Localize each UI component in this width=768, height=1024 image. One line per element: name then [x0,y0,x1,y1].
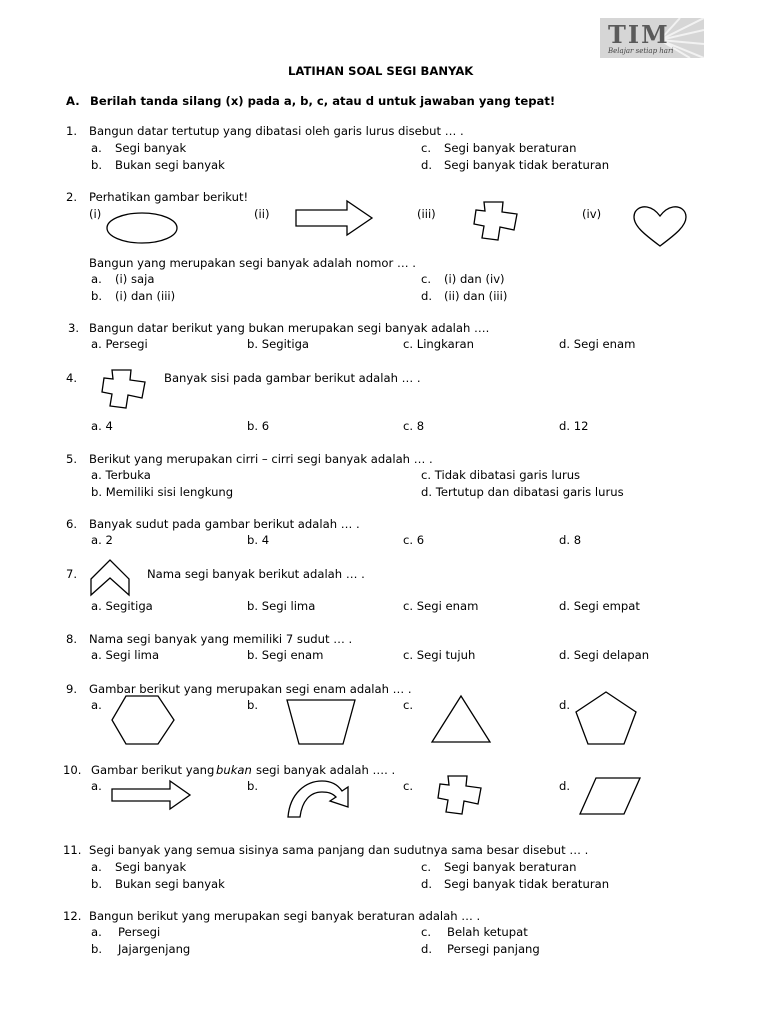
q7-option-a[interactable]: a. Segitiga [91,599,153,613]
q11-option-a-letter: a. [91,860,102,874]
q9-option-b[interactable]: b. [247,698,259,712]
q1-option-b[interactable]: Bukan segi banyak [115,158,225,172]
q12-option-c[interactable]: Belah ketupat [447,925,528,939]
q2-question: Bangun yang merupakan segi banyak adalah nomor … . [89,256,416,270]
cross-shape [470,196,526,246]
q5-option-b[interactable]: b. Memiliki sisi lengkung [91,485,234,499]
q12-option-a-letter: a. [91,925,102,939]
q9-option-d[interactable]: d. [559,698,571,712]
q12-option-a[interactable]: Persegi [118,925,161,939]
q4-option-a[interactable]: a. 4 [91,419,113,433]
q1-option-c[interactable]: Segi banyak beraturan [444,141,577,155]
q2-option-b-letter: b. [91,289,103,303]
q2-option-d[interactable]: (ii) dan (iii) [444,289,508,303]
q3-option-a[interactable]: a. Persegi [91,337,148,351]
q12-option-c-letter: c. [421,925,432,939]
q12-number: 12. [63,909,82,923]
q10-option-c[interactable]: c. [403,779,414,793]
q11-option-d[interactable]: Segi banyak tidak beraturan [444,877,610,891]
q8-number: 8. [66,632,78,646]
q2-option-a-letter: a. [91,272,102,286]
q10-text-emphasis: bukan [216,763,252,777]
triangle-shape [428,692,494,748]
q10-option-a[interactable]: a. [91,779,102,793]
q9-option-a[interactable]: a. [91,698,102,712]
q10-number: 10. [63,763,82,777]
q1-number: 1. [66,124,78,138]
q11-text: Segi banyak yang semua sisinya sama panjang dan sudutnya sama besar disebut … . [89,843,589,857]
q11-number: 11. [63,843,82,857]
q11-option-b[interactable]: Bukan segi banyak [115,877,225,891]
q11-option-c[interactable]: Segi banyak beraturan [444,860,577,874]
ellipse-shape [104,210,184,246]
arrow-shape [292,198,378,238]
q5-option-c[interactable]: c. Tidak dibatasi garis lurus [421,468,581,482]
q7-option-d[interactable]: d. Segi empat [559,599,640,613]
heart-shape [628,204,692,250]
q4-option-c[interactable]: c. 8 [403,419,425,433]
parallelogram-shape [578,774,644,820]
q8-option-d[interactable]: d. Segi delapan [559,648,650,662]
q12-option-d-letter: d. [421,942,433,956]
q8-option-b[interactable]: b. Segi enam [247,648,324,662]
q4-text: Banyak sisi pada gambar berikut adalah … . [164,371,421,385]
q10-text-end: segi banyak adalah …. . [256,763,396,777]
q1-option-b-letter: b. [91,158,103,172]
q5-text: Berikut yang merupakan cirri – cirri segi banyak adalah … . [89,452,433,466]
q3-option-d[interactable]: d. Segi enam [559,337,636,351]
publisher-logo [600,18,704,58]
q6-option-c[interactable]: c. 6 [403,533,425,547]
q1-option-a[interactable]: Segi banyak [115,141,187,155]
q5-option-d[interactable]: d. Tertutup dan dibatasi garis lurus [421,485,624,499]
q7-option-c[interactable]: c. Segi enam [403,599,479,613]
q10-option-d[interactable]: d. [559,779,571,793]
page-title: LATIHAN SOAL SEGI BANYAK [288,64,474,78]
q2-text: Perhatikan gambar berikut! [89,190,249,204]
q12-option-b[interactable]: Jajargenjang [118,942,191,956]
q11-option-b-letter: b. [91,877,103,891]
q1-option-d[interactable]: Segi banyak tidak beraturan [444,158,610,172]
q6-text: Banyak sudut pada gambar berikut adalah … . [89,517,360,531]
q6-option-a[interactable]: a. 2 [91,533,113,547]
q2-option-c[interactable]: (i) dan (iv) [444,272,505,286]
q4-option-b[interactable]: b. 6 [247,419,270,433]
q4-number: 4. [66,371,78,385]
q9-text: Gambar berikut yang merupakan segi enam adalah … . [89,682,412,696]
q6-option-b[interactable]: b. 4 [247,533,270,547]
q6-option-d[interactable]: d. 8 [559,533,582,547]
q12-option-d[interactable]: Persegi panjang [447,942,540,956]
q2-option-b[interactable]: (i) dan (iii) [115,289,176,303]
instruction-text: Berilah tanda silang (x) pada a, b, c, atau d untuk jawaban yang tepat! [90,94,556,108]
arrow-shape [108,778,194,814]
q4-option-d[interactable]: d. 12 [559,419,589,433]
q2-figure-4-label: (iv) [582,207,602,221]
q12-text: Bangun berikut yang merupakan segi banyak beraturan adalah … . [89,909,481,923]
q2-number: 2. [66,190,78,204]
q1-option-c-letter: c. [421,141,432,155]
q7-number: 7. [66,567,78,581]
q5-number: 5. [66,452,78,466]
chevron-pentagon-shape [88,557,134,599]
q10-option-b[interactable]: b. [247,779,259,793]
q11-option-a[interactable]: Segi banyak [115,860,187,874]
q10-text-start: Gambar berikut yang [91,763,215,777]
section-letter: A. [66,94,80,108]
q9-number: 9. [66,682,78,696]
cross-shape [434,770,490,820]
q8-option-c[interactable]: c. Segi tujuh [403,648,476,662]
pentagon-shape [572,688,640,748]
hexagon-shape [108,692,180,750]
q1-text: Bangun datar tertutup yang dibatasi oleh garis lurus disebut … . [89,124,464,138]
q5-option-a[interactable]: a. Terbuka [91,468,151,482]
logo-tagline: Belajar setiap hari [608,47,674,55]
curved-arrow-shape [282,773,358,821]
q7-option-b[interactable]: b. Segi lima [247,599,316,613]
q2-figure-2-label: (ii) [254,207,270,221]
q8-option-a[interactable]: a. Segi lima [91,648,160,662]
logo-text: TIM [608,20,670,49]
q2-option-d-letter: d. [421,289,433,303]
q2-figure-3-label: (iii) [417,207,436,221]
q11-option-d-letter: d. [421,877,433,891]
q12-option-b-letter: b. [91,942,103,956]
q3-number: 3. [68,321,80,335]
q11-option-c-letter: c. [421,860,432,874]
trapezoid-shape [283,694,359,750]
q6-number: 6. [66,517,78,531]
q3-option-c[interactable]: c. Lingkaran [403,337,474,351]
q1-option-d-letter: d. [421,158,433,172]
q3-text: Bangun datar berikut yang bukan merupakan segi banyak adalah …. [89,321,490,335]
q1-option-a-letter: a. [91,141,102,155]
q2-figure-1-label: (i) [89,207,102,221]
q3-option-b[interactable]: b. Segitiga [247,337,310,351]
q2-option-c-letter: c. [421,272,432,286]
q7-text: Nama segi banyak berikut adalah … . [147,567,365,581]
q9-option-c[interactable]: c. [403,698,414,712]
q8-text: Nama segi banyak yang memiliki 7 sudut … . [89,632,353,646]
cross-shape [98,364,154,414]
q2-option-a[interactable]: (i) saja [115,272,155,286]
